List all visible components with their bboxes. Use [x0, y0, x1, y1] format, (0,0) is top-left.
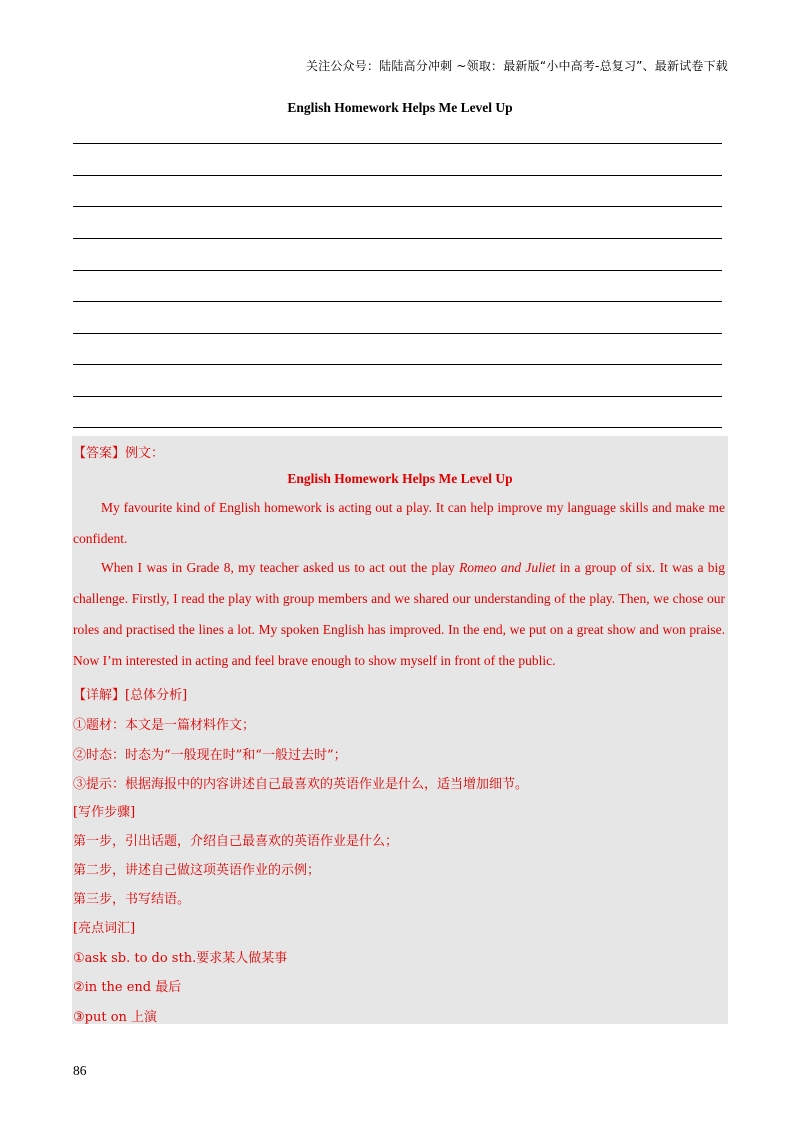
- step-item: 第三步，书写结语。: [73, 892, 191, 907]
- writing-line: [73, 270, 722, 271]
- essay-paragraph-1: My favourite kind of English homework is acting out a play. It can help improve my language skills and make me confident.: [73, 500, 725, 546]
- writing-line: [73, 396, 722, 397]
- analysis-item: ②时态：时态为“一般现在时”和“一般过去时”；: [73, 748, 347, 763]
- essay-paragraph-2: [73, 552, 725, 676]
- steps-label: [写作步骤]: [73, 805, 136, 820]
- vocab-item: ③put on 上演: [73, 1010, 158, 1025]
- writing-line: [73, 175, 722, 176]
- header-note: 关注公众号：陆陆高分冲刺 ~领取：最新版“小中高考-总复习”、最新试卷下载: [305, 59, 728, 73]
- analysis-label: 【详解】[总体分析]: [73, 688, 188, 703]
- writing-line: [73, 333, 722, 334]
- writing-line: [73, 364, 722, 365]
- essay-paragraph-2-rest: in a group of six. It was a big challenge. Firstly, I read the play with group members and we shared our understanding of the play. Then, we chose our roles and practised the lines a lot. My spoken English has improved. In the end, we put on a great show and won praise. Now I’m interested in acting and feel brave enough to show myself in front of the public.: [73, 560, 725, 668]
- writing-line: [73, 206, 722, 207]
- step-item: 第一步，引出话题，介绍自己最喜欢的英语作业是什么；: [73, 834, 399, 849]
- vocab-item: ②in the end 最后: [73, 980, 182, 995]
- writing-line: [73, 238, 722, 239]
- page-number: 86: [73, 1063, 87, 1078]
- writing-line: [73, 427, 722, 428]
- step-item: 第二步，讲述自己做这项英语作业的示例；: [73, 863, 321, 878]
- essay-title: English Homework Helps Me Level Up: [287, 471, 513, 486]
- vocab-item: ①ask sb. to do sth.要求某人做某事: [73, 951, 288, 966]
- page-title: English Homework Helps Me Level Up: [287, 100, 513, 115]
- essay-paragraph-2-start: When I was in Grade 8, my teacher asked us to act out the play: [101, 560, 460, 575]
- analysis-item: ③提示：根据海报中的内容讲述自己最喜欢的英语作业是什么，适当增加细节。: [73, 777, 529, 792]
- writing-line: [73, 301, 722, 302]
- answer-label: 【答案】例文：: [73, 446, 165, 461]
- vocab-label: [亮点词汇]: [73, 921, 136, 936]
- writing-line: [73, 143, 722, 144]
- analysis-item: ①题材：本文是一篇材料作文；: [73, 718, 256, 733]
- play-title: Romeo and Juliet: [459, 560, 556, 575]
